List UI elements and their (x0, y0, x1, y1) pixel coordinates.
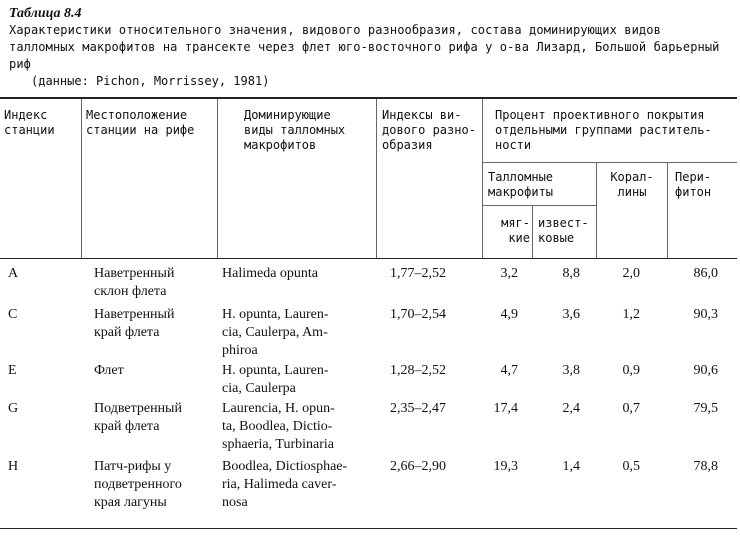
header-bottom-rule (0, 258, 737, 259)
table-top-rule (0, 97, 737, 99)
row-a-calcareous: 8,8 (562, 266, 580, 281)
row-h-periphyton: 78,8 (693, 459, 718, 474)
row-c-diversity: 1,70–2,54 (390, 307, 446, 322)
row-c-corallines: 1,2 (622, 307, 640, 322)
row-e-species: H. opunta, Lauren- cia, Caulerpa (222, 363, 329, 396)
header-divider (667, 163, 668, 258)
row-e-soft: 4,7 (500, 363, 518, 378)
row-h-soft: 19,3 (493, 459, 518, 474)
row-e-periphyton: 90,6 (693, 363, 718, 378)
row-e-calcareous: 3,8 (562, 363, 580, 378)
header-divider (482, 99, 483, 258)
row-g-calcareous: 2,4 (562, 401, 580, 416)
row-h-species: Boodlea, Dictiosphae- ria, Halimeda caver- nosa (222, 459, 348, 510)
row-h-calcareous: 1,4 (562, 459, 580, 474)
header-coverage-group: Процент проективного покрытия отдельными группами раститель- ности (495, 108, 712, 152)
header-diversity-index: Индексы ви- дового разно- образия (382, 108, 476, 152)
header-corallines: Корал- лины (610, 170, 654, 199)
row-a-diversity: 1,77–2,52 (390, 266, 446, 281)
header-subrule (483, 162, 737, 163)
row-a-index: A (8, 266, 19, 281)
table-caption (9, 5, 733, 90)
header-divider (596, 163, 597, 258)
row-a-soft: 3,2 (500, 266, 518, 281)
row-h-diversity: 2,66–2,90 (390, 459, 446, 474)
header-thallus-macrophytes: Талломные макрофиты (488, 170, 554, 199)
row-e-location: Флет (94, 363, 124, 378)
row-c-species: H. opunta, Lauren- cia, Caulerpa, Am- phiroa (222, 307, 329, 358)
header-divider (376, 99, 377, 258)
header-divider (81, 99, 82, 258)
row-a-species: Halimeda opunta (222, 266, 319, 281)
row-e-diversity: 1,28–2,52 (390, 363, 446, 378)
row-h-location: Патч-рифы у подветренного края лагуны (94, 459, 182, 510)
table-number: Таблица 8.4 (9, 6, 82, 21)
row-a-periphyton: 86,0 (693, 266, 718, 281)
row-g-corallines: 0,7 (622, 401, 640, 416)
header-divider (532, 206, 533, 258)
row-c-soft: 4,9 (500, 307, 518, 322)
header-soft: мяг- кие (501, 216, 530, 245)
row-a-location: Наветренный склон флета (94, 266, 175, 299)
header-station-index: Индекс станции (4, 108, 55, 137)
header-divider (217, 99, 218, 258)
header-calcareous: извест- ковые (538, 216, 589, 245)
header-location: Местоположение станции на рифе (86, 108, 195, 137)
table-description: Характеристики относительного значения, видового разнообразия, состава доминирующих видов талломных макрофитов на трансекте через флет юго-восточного рифа у о-ва Лизард, Большой барьерный риф (9, 23, 720, 71)
row-g-species: Laurencia, H. opun- ta, Boodlea, Dictio- sphaeria, Turbinaria (222, 401, 335, 452)
row-e-corallines: 0,9 (622, 363, 640, 378)
row-g-soft: 17,4 (493, 401, 518, 416)
header-periphyton: Пери- фитон (675, 170, 712, 199)
row-a-corallines: 2,0 (622, 266, 640, 281)
header-dominant-species: Доминирующие виды талломных макрофитов (244, 108, 346, 152)
row-e-index: E (8, 363, 17, 378)
row-c-periphyton: 90,3 (693, 307, 718, 322)
row-h-index: H (8, 459, 19, 474)
row-c-calcareous: 3,6 (562, 307, 580, 322)
row-g-periphyton: 79,5 (693, 401, 718, 416)
row-g-location: Подветренный край флета (94, 401, 182, 434)
row-c-index: C (8, 307, 18, 322)
table-bottom-rule (0, 528, 737, 529)
table-source: (данные: Pichon, Morrissey, 1981) (31, 74, 270, 88)
row-g-diversity: 2,35–2,47 (390, 401, 446, 416)
row-c-location: Наветренный край флета (94, 307, 175, 340)
header-subrule (483, 205, 596, 206)
row-h-corallines: 0,5 (622, 459, 640, 474)
row-g-index: G (8, 401, 19, 416)
